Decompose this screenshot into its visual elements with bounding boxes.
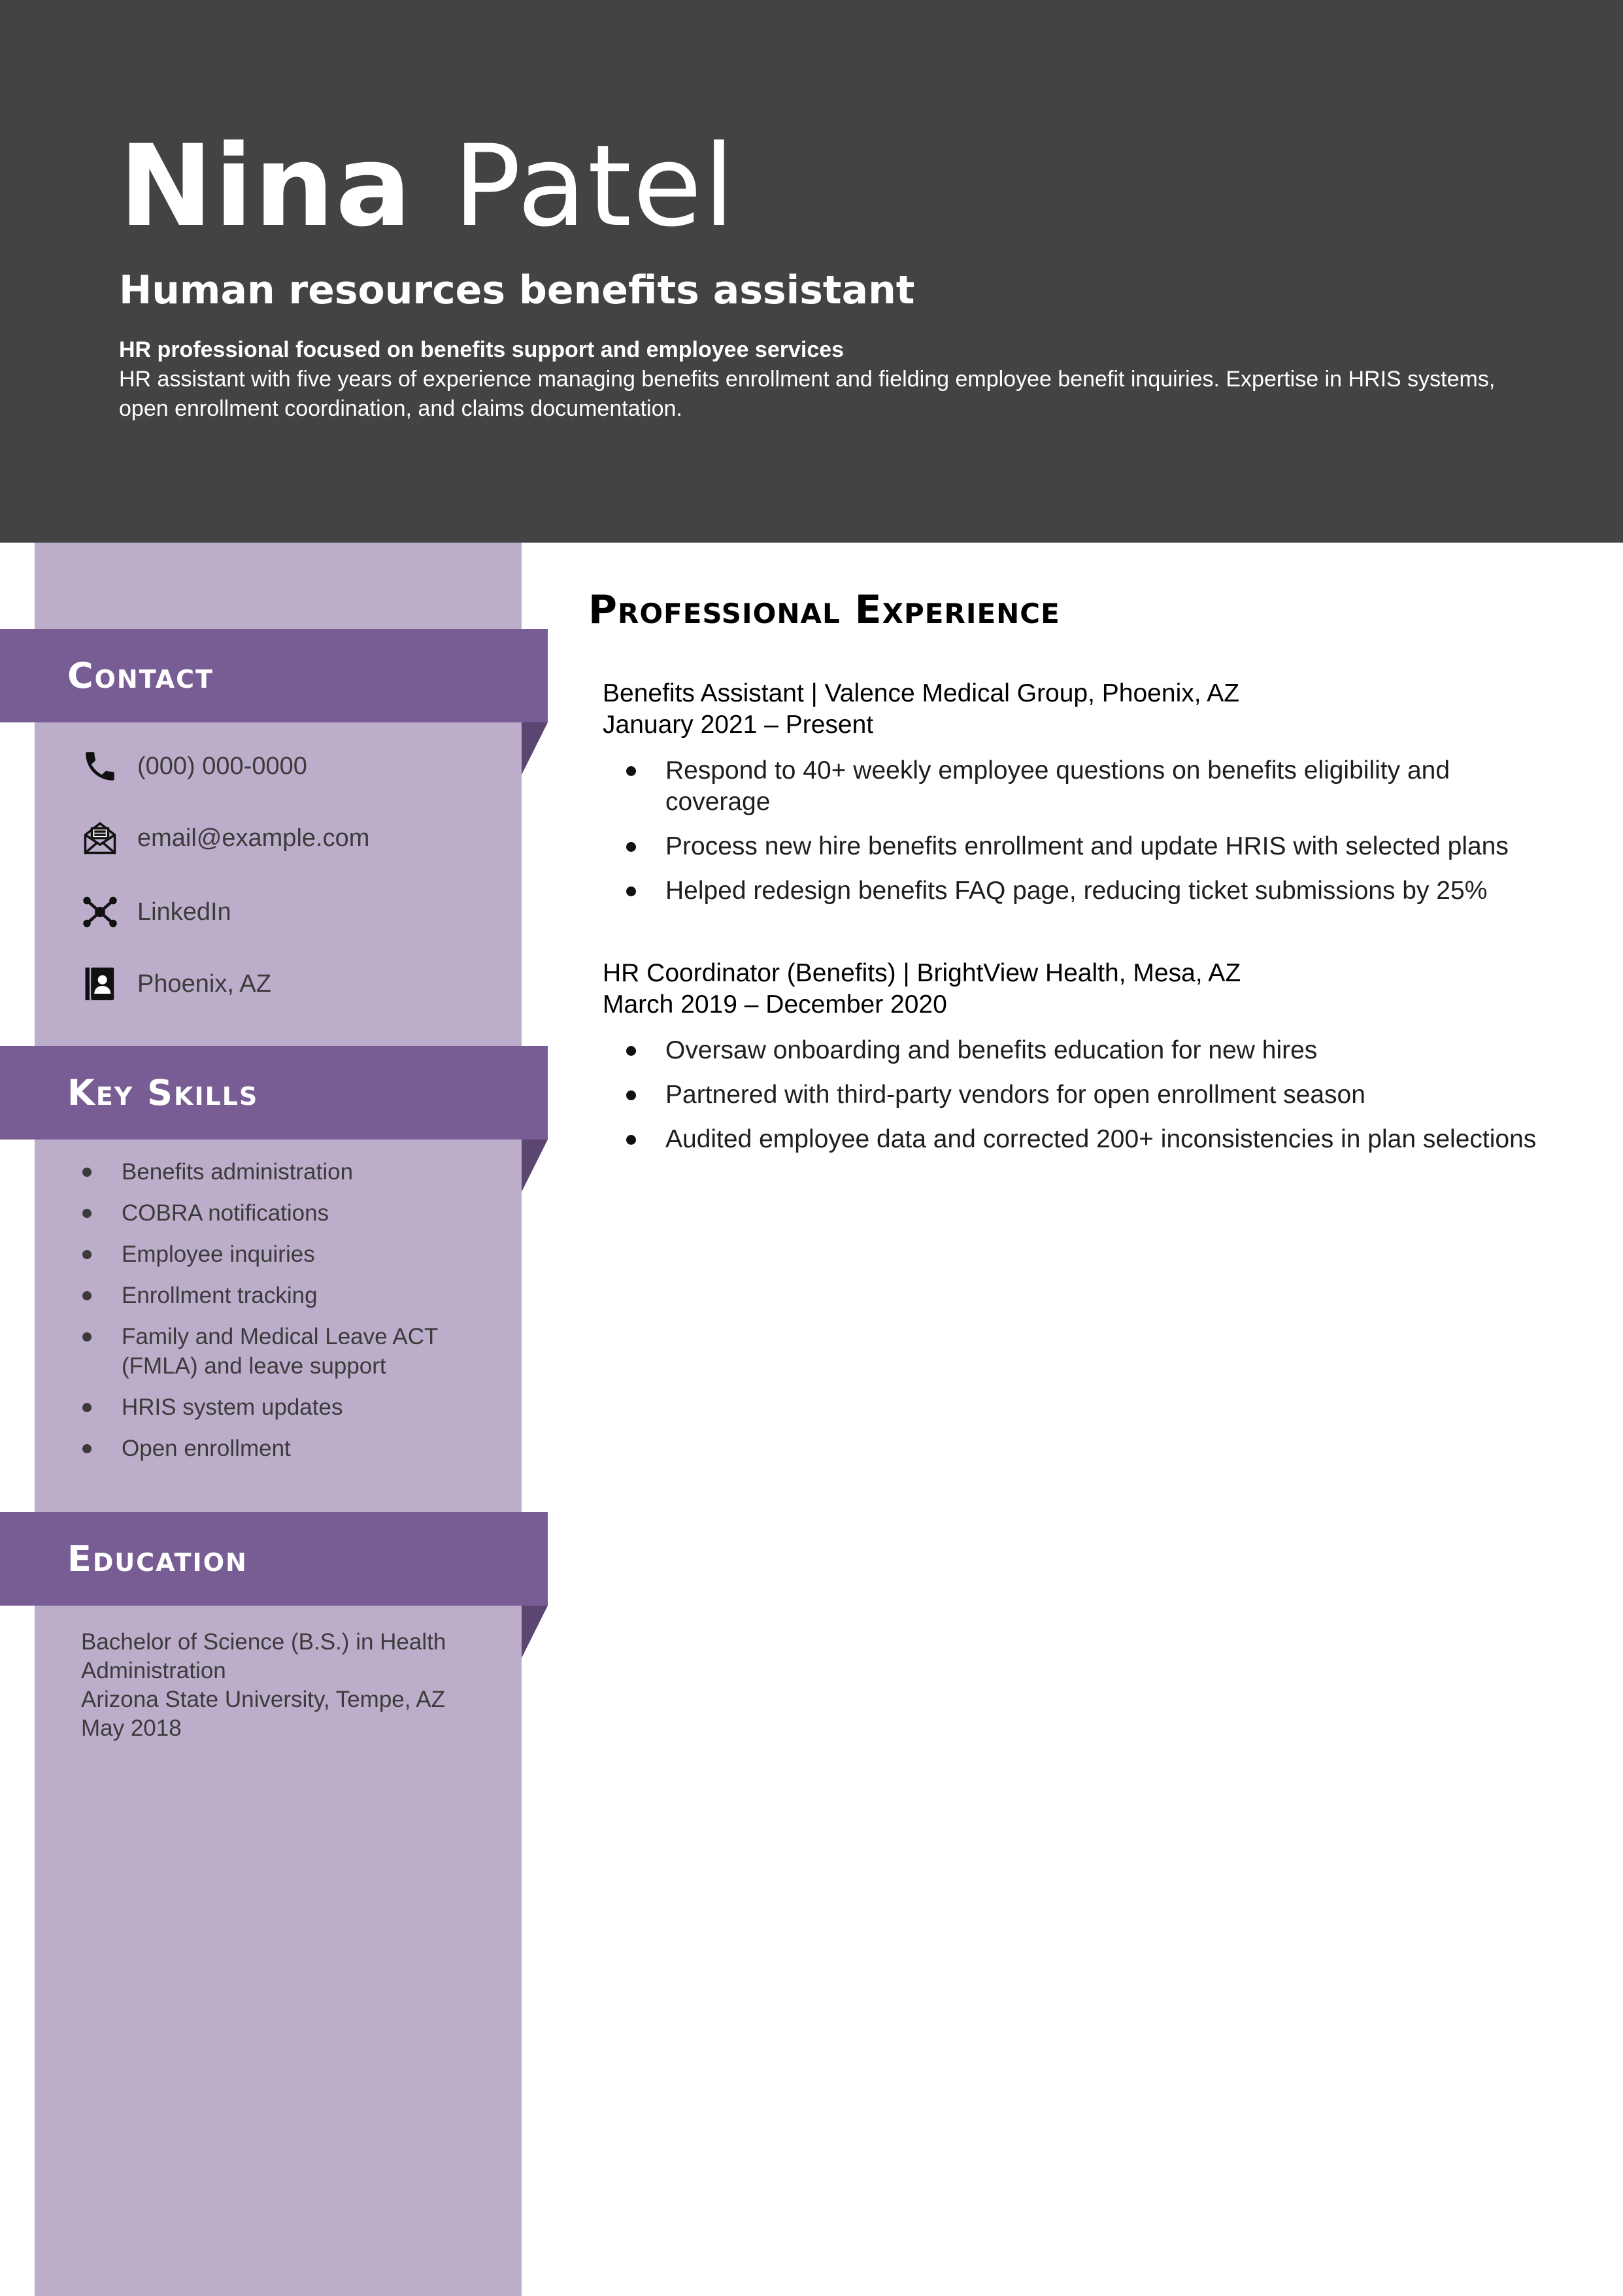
- job-bullets: [603, 1035, 1557, 1155]
- skill-item: Benefits administration: [78, 1157, 497, 1187]
- degree: Bachelor of Science (B.S.) in Health Administration: [81, 1629, 446, 1683]
- skills-heading: Key Skills: [67, 1072, 259, 1113]
- contact-phone[interactable]: [78, 743, 307, 789]
- education-band-fold: [522, 1606, 548, 1658]
- job-bullet: Audited employee data and corrected 200+ inconsistencies in plan selections: [603, 1124, 1557, 1155]
- job-bullets: [603, 755, 1557, 907]
- summary-text: HR assistant with five years of experience managing benefits enrollment and fielding employee benefit inquiries. Expertise in HRIS systems, open enrollment coordination, and claims documentation.: [119, 367, 1496, 421]
- skills-section-header: [0, 1046, 548, 1140]
- job-role: HR Coordinator (Benefits) | BrightView Health, Mesa, AZ: [603, 959, 1241, 987]
- header-banner: [0, 0, 1623, 543]
- contact-location: [78, 961, 271, 1007]
- skill-item: HRIS system updates: [78, 1393, 497, 1422]
- location: Phoenix, AZ: [137, 970, 271, 998]
- skill-item: Enrollment tracking: [78, 1281, 497, 1310]
- contact-email[interactable]: [78, 815, 369, 861]
- job-dates: March 2019 – December 2020: [603, 990, 947, 1019]
- job-entry: [603, 958, 1557, 1168]
- experience-heading: Professional Experience: [588, 587, 1060, 633]
- professional-summary: [119, 335, 1524, 424]
- contact-section-header: [0, 629, 548, 722]
- job-role: Benefits Assistant | Valence Medical Group, Phoenix, AZ: [603, 679, 1240, 707]
- skills-list: [78, 1157, 497, 1475]
- graduation-date: May 2018: [81, 1715, 182, 1741]
- job-title: Human resources benefits assistant: [119, 267, 915, 313]
- skill-item: COBRA notifications: [78, 1198, 497, 1228]
- job-bullet: Process new hire benefits enrollment and update HRIS with selected plans: [603, 831, 1557, 862]
- address-book-icon: [78, 962, 122, 1005]
- contact-heading: Contact: [67, 655, 214, 696]
- phone-icon: [78, 745, 122, 788]
- skill-item: Open enrollment: [78, 1434, 497, 1463]
- contact-linkedin[interactable]: [78, 889, 231, 935]
- first-name: Nina: [119, 120, 413, 252]
- job-dates: January 2021 – Present: [603, 711, 874, 739]
- school: Arizona State University, Tempe, AZ: [81, 1687, 445, 1712]
- skill-item: Family and Medical Leave ACT (FMLA) and leave support: [78, 1322, 497, 1381]
- contact-band-fold: [522, 722, 548, 775]
- skills-band-fold: [522, 1140, 548, 1192]
- job-bullet: Helped redesign benefits FAQ page, reducing ticket submissions by 25%: [603, 875, 1557, 907]
- email-address: email@example.com: [137, 824, 370, 852]
- education-heading: Education: [67, 1538, 248, 1579]
- skill-item: Employee inquiries: [78, 1240, 497, 1269]
- job-bullet: Oversaw onboarding and benefits education for new hires: [603, 1035, 1557, 1066]
- job-bullet: Partnered with third-party vendors for open enrollment season: [603, 1079, 1557, 1111]
- phone-number: (000) 000-0000: [137, 752, 307, 780]
- job-entry: [603, 678, 1557, 920]
- linkedin-link: LinkedIn: [137, 898, 231, 926]
- job-bullet: Respond to 40+ weekly employee questions on benefits eligibility and coverage: [603, 755, 1557, 818]
- candidate-name: [119, 114, 736, 258]
- last-name: Patel: [453, 120, 736, 252]
- education-details: [81, 1628, 499, 1743]
- envelope-icon: [78, 817, 122, 860]
- education-section-header: [0, 1512, 548, 1606]
- summary-headline: HR professional focused on benefits support and employee services: [119, 337, 845, 362]
- network-icon: [78, 890, 122, 934]
